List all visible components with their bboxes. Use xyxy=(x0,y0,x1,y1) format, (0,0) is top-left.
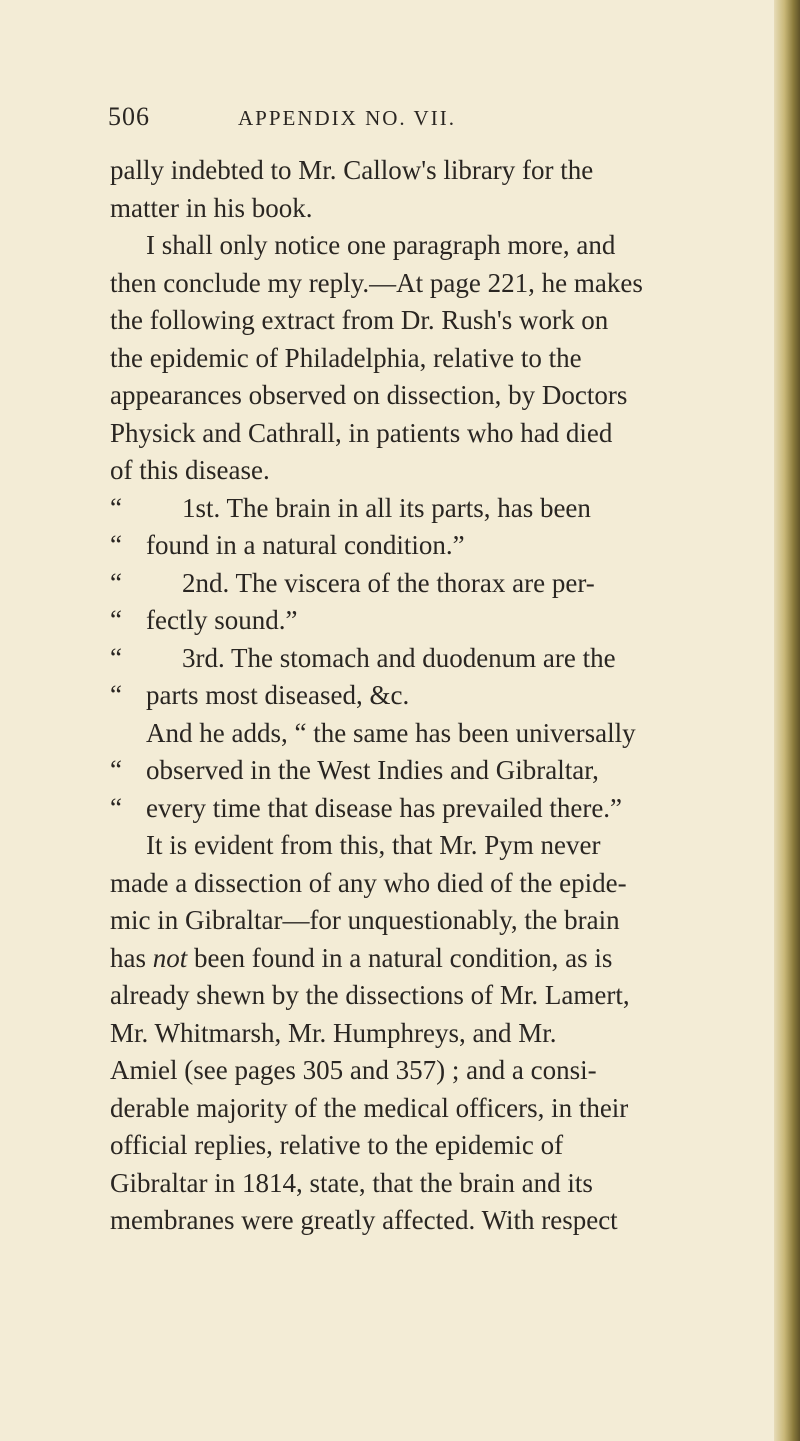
text-run: been found in a natural condition, as is xyxy=(194,942,613,973)
quote-text: 3rd. The stomach and duodenum are the xyxy=(182,642,616,673)
quote-line xyxy=(110,752,750,790)
text-line: official replies, relative to the epidemic of xyxy=(110,1130,564,1160)
running-head: APPENDIX NO. VII. xyxy=(238,106,456,130)
text-line: And he adds, “ the same has been universally xyxy=(146,717,636,748)
page-header xyxy=(108,100,758,140)
text-line: Physick and Cathrall, in patients who had died xyxy=(110,417,613,448)
text-line: Amiel (see pages 305 and 357) ; and a consi- xyxy=(110,1055,597,1085)
page-edge xyxy=(774,0,800,1441)
quote-line xyxy=(110,565,750,603)
quote-mark: “ xyxy=(110,680,122,710)
text-line: Mr. Whitmarsh, Mr. Humphreys, and Mr. xyxy=(110,1017,557,1048)
quote-line xyxy=(110,490,750,528)
text-run: has xyxy=(110,942,146,973)
text-line: It is evident from this, that Mr. Pym never xyxy=(146,830,601,860)
text-line: matter in his book. xyxy=(110,192,313,223)
body-text xyxy=(110,152,750,1240)
quote-text: 2nd. The viscera of the thorax are per- xyxy=(182,567,595,598)
text-line: the epidemic of Philadelphia, relative to the xyxy=(110,342,582,373)
quote-text: found in a natural condition.” xyxy=(146,530,465,560)
quote-text: 1st. The brain in all its parts, has been xyxy=(182,492,591,523)
quote-mark: “ xyxy=(110,605,122,635)
quote-text: parts most diseased, &c. xyxy=(146,680,410,710)
quote-text: every time that disease has prevailed there.” xyxy=(146,792,623,823)
quote-line xyxy=(110,790,750,828)
text-line: made a dissection of any who died of the epide- xyxy=(110,867,627,898)
quote-mark: “ xyxy=(110,492,122,523)
quote-mark: “ xyxy=(110,530,122,560)
text-line xyxy=(110,940,750,978)
page-number: 506 xyxy=(108,102,150,131)
text-line: of this disease. xyxy=(110,455,270,485)
quote-text: fectly sound.” xyxy=(146,605,298,635)
quote-line xyxy=(110,602,750,640)
quote-mark: “ xyxy=(110,755,122,785)
text-line: then conclude my reply.—At page 221, he makes xyxy=(110,267,643,298)
text-line: pally indebted to Mr. Callow's library for the xyxy=(110,155,594,185)
text-line: already shewn by the dissections of Mr. Lamert, xyxy=(110,980,630,1010)
quote-line xyxy=(110,640,750,678)
quote-mark: “ xyxy=(110,642,122,673)
emphasis-not: not xyxy=(152,942,188,973)
text-line: membranes were greatly affected. With respect xyxy=(110,1205,618,1235)
quote-mark: “ xyxy=(110,792,122,823)
text-line: appearances observed on dissection, by Doctors xyxy=(110,380,628,410)
text-line: mic in Gibraltar—for unquestionably, the brain xyxy=(110,905,620,935)
quote-mark: “ xyxy=(110,567,122,598)
quote-line xyxy=(110,527,750,565)
text-line: the following extract from Dr. Rush's work on xyxy=(110,305,609,335)
text-line: Gibraltar in 1814, state, that the brain and its xyxy=(110,1167,593,1198)
text-line: derable majority of the medical officers, in their xyxy=(110,1092,629,1123)
quote-line xyxy=(110,677,750,715)
quote-text: observed in the West Indies and Gibraltar, xyxy=(146,755,599,785)
text-line: I shall only notice one paragraph more, and xyxy=(146,230,616,260)
